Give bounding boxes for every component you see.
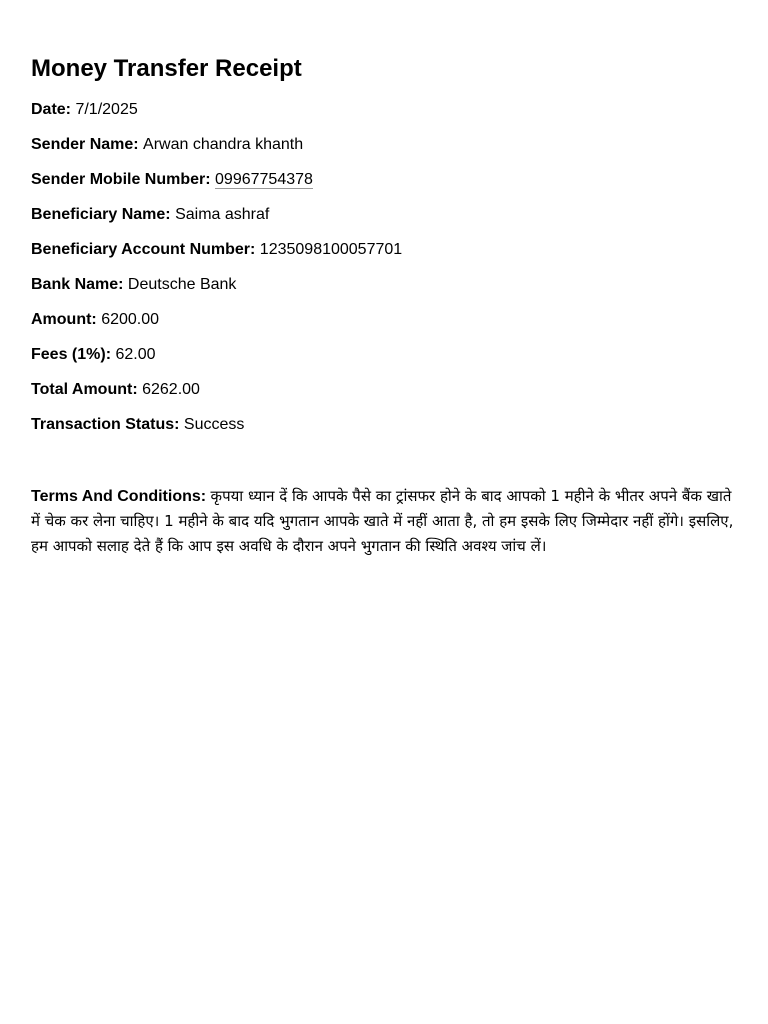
amount-value: 6200.00 — [101, 311, 160, 328]
sender-mobile-label: Sender Mobile Number: — [31, 171, 216, 188]
beneficiary-name-label: Beneficiary Name: — [31, 206, 176, 223]
date-label: Date: — [31, 101, 76, 118]
bank-name-label: Bank Name: — [31, 276, 128, 293]
sender-name-label: Sender Name: — [31, 136, 144, 153]
terms-text: कृपया ध्यान दें कि आपके पैसे का ट्रांसफर होने के बाद आपको 1 महीने के भीतर अपने बैंक खाते में चेक कर लेना चाहिए। 1 महीने के बाद यदि भुगतान आपके खाते में नहीं आता है, तो हम इसके लिए जिम्मेदार नहीं होंगे। इसलिए, हम आपको सलाह देते हैं कि आप इस अवधि के दौरान अपने भुगतान की स्थिति अवश्य जांच लें। — [31, 487, 734, 555]
sender-mobile-link[interactable]: 09967754378 — [215, 171, 313, 188]
fees-value: 62.00 — [115, 346, 156, 363]
bank-name-value: Deutsche Bank — [127, 276, 237, 293]
sender-name-row — [31, 135, 741, 154]
terms-label: Terms And Conditions: — [31, 488, 211, 505]
receipt — [31, 55, 741, 559]
date-value: 7/1/2025 — [75, 101, 138, 118]
beneficiary-account-label: Beneficiary Account Number: — [31, 241, 260, 258]
transaction-status-row — [31, 415, 741, 434]
total-amount-row — [31, 380, 741, 399]
transaction-status-label: Transaction Status: — [31, 416, 184, 433]
terms-section — [31, 484, 741, 559]
transaction-status-value: Success — [183, 416, 245, 433]
bank-name-row — [31, 275, 741, 294]
amount-label: Amount: — [31, 311, 102, 328]
fees-label: Fees (1%): — [31, 346, 116, 363]
beneficiary-account-value: 1235098100057701 — [259, 241, 403, 258]
amount-row — [31, 310, 741, 329]
sender-name-value: Arwan chandra khanth — [143, 136, 304, 153]
beneficiary-name-row — [31, 205, 741, 224]
total-amount-value: 6262.00 — [142, 381, 200, 398]
date-row — [31, 100, 741, 119]
sender-mobile-row — [31, 170, 741, 189]
fees-row — [31, 345, 741, 364]
total-amount-label: Total Amount: — [31, 381, 143, 398]
beneficiary-name-value: Saima ashraf — [175, 206, 270, 223]
beneficiary-account-row — [31, 240, 741, 259]
receipt-title: Money Transfer Receipt — [31, 55, 302, 82]
